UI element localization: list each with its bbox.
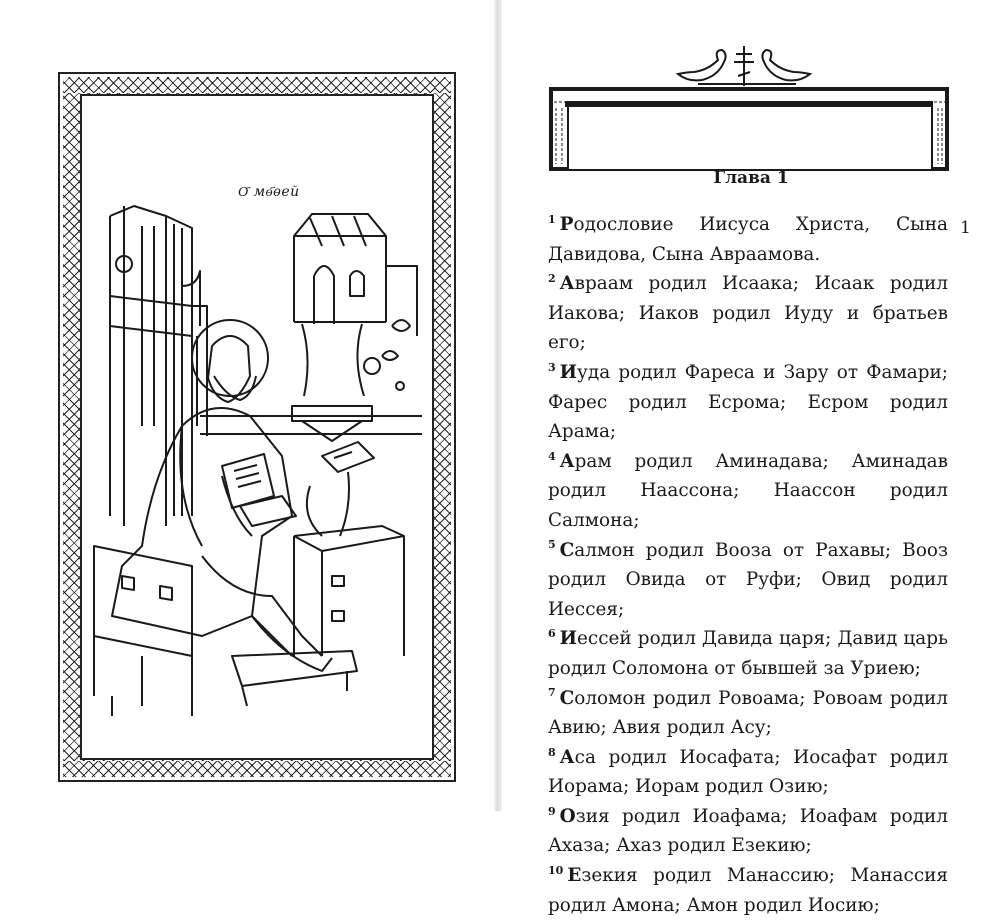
stool [94,546,357,716]
verse [548,861,948,920]
verse-number: 1 [548,212,556,226]
peacock-right-icon [762,50,810,80]
verse-text: оломон родил Ровоама; Ровоам родил Авию; Авия родил Асу; [548,687,948,739]
architecture-right [292,214,417,441]
verse-initial: И [559,628,578,650]
chapter-title: Глава 1 [713,168,789,188]
peacock-left-icon [678,50,726,80]
verse-initial: О [559,805,576,827]
verse-text: са родил Иосафата; Иосафат родил Иорама; Иорам родил Озию; [548,746,948,798]
headpiece-ornament [548,42,952,172]
verse-number: 6 [548,627,556,641]
verse [548,447,948,536]
book-gutter [494,0,502,811]
verse-initial: А [559,746,575,768]
left-page [0,0,494,811]
verse-initial: А [559,273,575,295]
verse-initial: А [559,450,575,472]
verse-initial: И [559,361,578,383]
verse-number: 9 [548,804,556,818]
verse [548,358,948,447]
verse [548,743,948,802]
verse-number: 10 [548,863,564,877]
verse-text: зия родил Иоафама; Иоафам родил Ахаза; Ахаз родил Езекию; [548,805,948,857]
verse-number: 3 [548,360,556,374]
verse-number: 4 [548,449,556,463]
verse-text: уда родил Фареса и Зару от Фамари; Фарес родил Есрома; Есром родил Арама; [548,361,948,443]
margin-chapter-number: 1 [960,218,971,238]
verse-number: 2 [548,272,556,286]
open-book [222,454,296,526]
verse-initial: Р [559,214,574,235]
verse-text: алмон родил Вооза от Рахавы; Вооз родил Овида от Руфи; Овид родил Иессея; [548,539,948,620]
verse-number: 8 [548,745,556,759]
verse [548,624,948,683]
icon-caption: О҃ мѳ҃ѳей [238,184,300,200]
writing-desk [294,442,404,656]
verse-initial: Е [567,865,582,887]
verse-text: враам родил Исаака; Исаак родил Иакова; Иаков родил Иуду и братьев его; [548,273,948,354]
verse [548,684,948,743]
verse-text: рам родил Аминадава; Аминадав родил Наассона; Наассон родил Салмона; [548,450,948,531]
verse [548,536,948,625]
verse-number: 7 [548,686,556,700]
wall-ledge [200,416,422,434]
verse-initial: С [559,687,575,709]
verse-text: зекия родил Манассию; Манассия родил Амона; Амон родил Иосию; [548,865,948,916]
verse-text: ессей родил Давида царя; Давид царь родил Соломона от бывшей за Уриею; [548,628,948,679]
verse [548,269,948,358]
gospel-text [548,210,948,920]
verse-initial: С [559,539,575,561]
verse-text: одословие Иисуса Христа, Сына Давидова, Сына Авраамова. [548,214,948,265]
cross-icon [734,46,754,86]
verse [548,210,948,269]
saint-figure [112,320,332,671]
verse-number: 5 [548,538,556,552]
